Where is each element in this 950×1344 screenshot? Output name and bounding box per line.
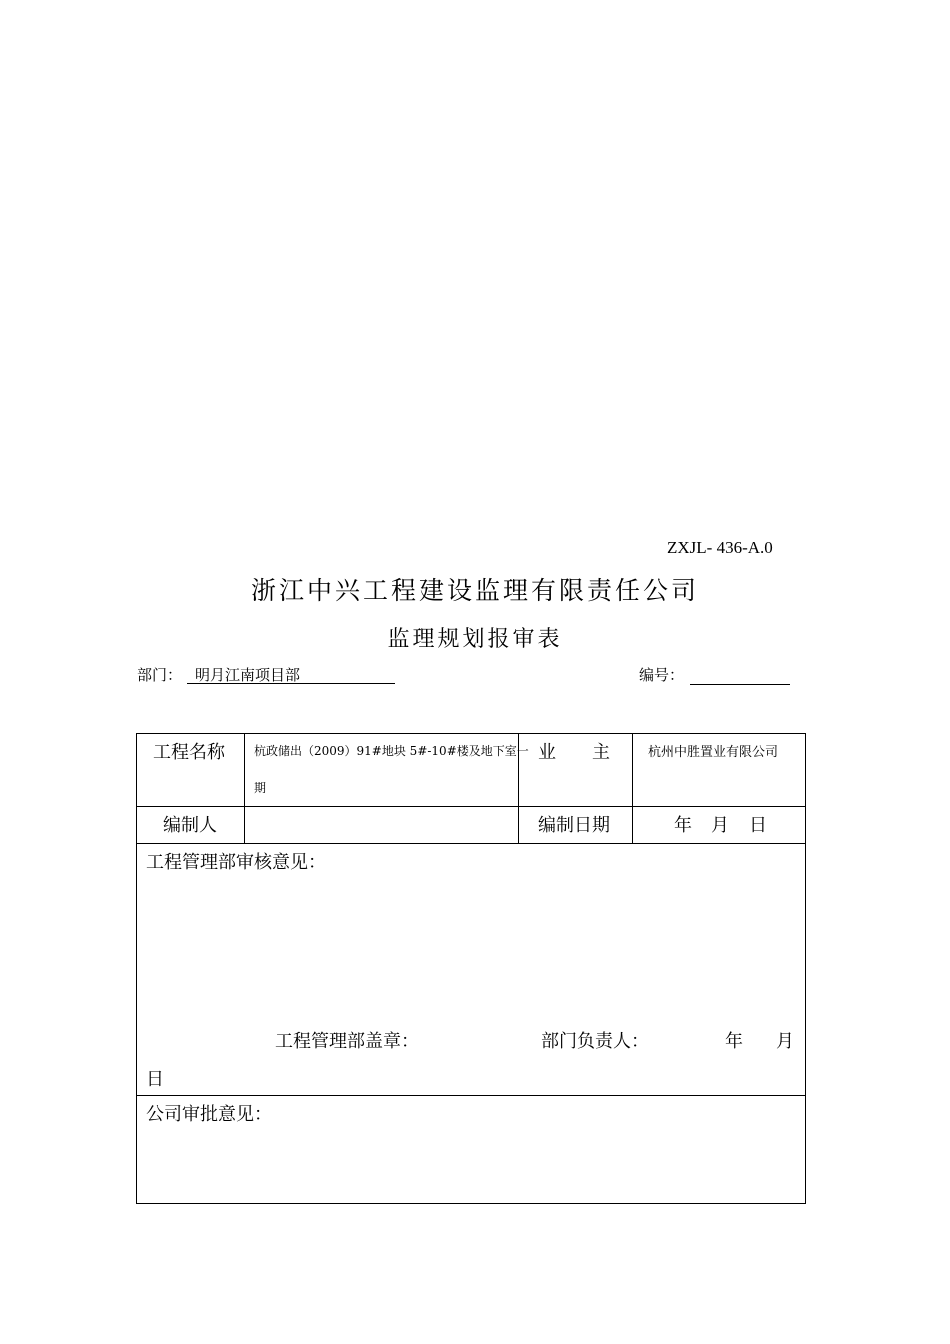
col-divider [632, 734, 633, 843]
review-month: 月 [776, 1031, 794, 1052]
project-name-line1: 杭政储出（2009）91#地块 5#-10#楼及地下室一 [254, 744, 529, 758]
project-name-label: 工程名称 [153, 742, 225, 763]
preparer-label: 编制人 [163, 815, 217, 836]
number-label: 编号： [639, 666, 685, 684]
department-label: 部门： [137, 666, 183, 684]
department-field[interactable]: 明月江南项目部 [187, 664, 395, 684]
review-label: 工程管理部审核意见： [146, 852, 326, 873]
dept-head-label: 部门负责人： [541, 1031, 649, 1052]
seal-label: 工程管理部盖章： [275, 1031, 419, 1052]
project-name-line2: 期 [254, 781, 267, 795]
form-title: 监理规划报审表 [387, 627, 563, 652]
prep-date-day: 日 [749, 815, 767, 836]
prep-date-year: 年 [674, 815, 692, 836]
owner-value: 杭州中胜置业有限公司 [648, 745, 779, 760]
approval-label: 公司审批意见： [146, 1104, 272, 1125]
row-divider [137, 1095, 805, 1096]
number-field[interactable] [690, 664, 790, 685]
form-code: ZXJL- 436-A.0 [667, 538, 773, 557]
prep-date-label: 编制日期 [538, 815, 610, 836]
prep-date-month: 月 [711, 815, 729, 836]
row-divider [137, 843, 805, 844]
review-table [136, 733, 806, 1204]
company-name: 浙江中兴工程建设监理有限责任公司 [250, 576, 699, 605]
owner-label: 业 主 [538, 742, 610, 763]
review-day: 日 [146, 1069, 164, 1090]
row-divider [137, 806, 805, 807]
preparer-field[interactable] [249, 810, 513, 838]
review-year: 年 [725, 1031, 743, 1052]
col-divider [244, 734, 245, 843]
